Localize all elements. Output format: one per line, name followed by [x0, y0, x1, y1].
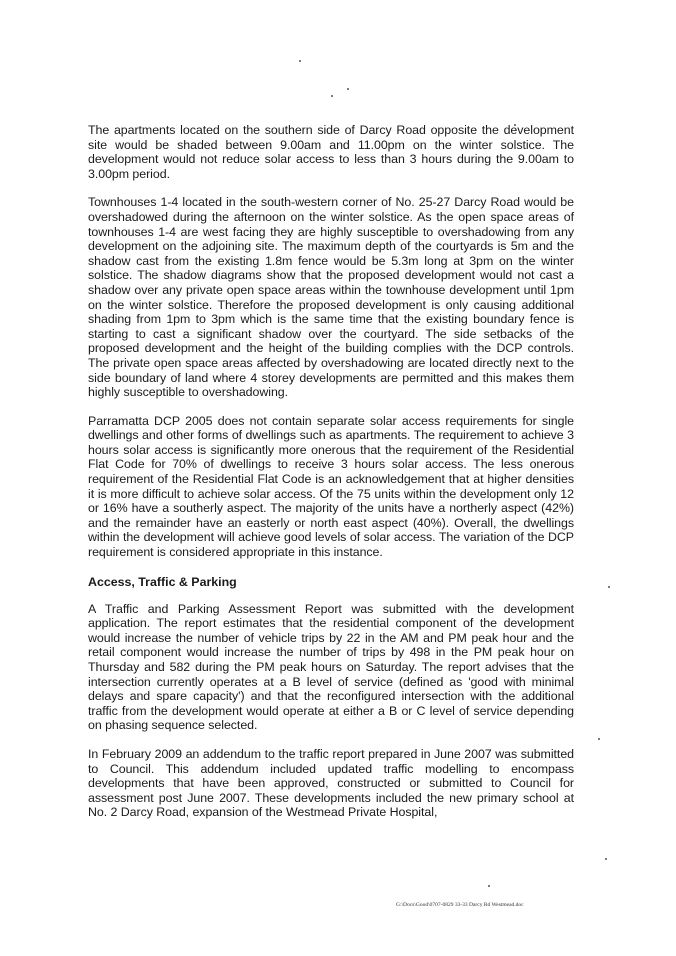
scan-speck	[608, 586, 610, 588]
paragraph-traffic-assessment: A Traffic and Parking Assessment Report was submitted with the development application. The report estimates that the residential component of the development would increase the number of vehicle trips by 22 in the AM and PM peak hour and the retail component would increase the number of trips by 498 in the PM peak hour on Thursday and 582 during the PM peak hours on Saturday. The report advises that the intersection currently operates at a B level of service (defined as 'good with minimal delays and spare capacity') and that the reconfigured intersection with the additional traffic from the development would operate at either a B or C level of service depending on phasing sequence selected.	[88, 601, 574, 733]
scan-speck	[347, 88, 349, 90]
scan-speck	[299, 60, 301, 62]
scan-speck	[488, 885, 490, 887]
paragraph-parramatta-dcp: Parramatta DCP 2005 does not contain separate solar access requirements for single dwellings and other forms of dwellings such as apartments. The requirement to achieve 3 hours solar access is significantly more onerous that the requirement of the Residential Flat Code for 70% of dwellings to receive 3 hours solar access. The less onerous requirement of the Residential Flat Code is an acknowledgement that at higher densities it is more difficult to achieve solar access. Of the 75 units within the development only 12 or 16% have a southerly aspect. The majority of the units have a northerly aspect (42%) and the remainder have an easterly or north east aspect (40%). Overall, the dwellings within the development will achieve good levels of solar access. The variation of the DCP requirement is considered appropriate in this instance.	[88, 413, 574, 560]
paragraph-darcy-road-shading: The apartments located on the southern side of Darcy Road opposite the development site would be shaded between 9.00am and 11.00pm on the winter solstice. The development would not reduce solar access to less than 3 hours during the 9.00am to 3.00pm period.	[88, 123, 574, 181]
paragraph-traffic-addendum: In February 2009 an addendum to the traffic report prepared in June 2007 was submitted to Council. This addendum included updated traffic modelling to encompass developments that have been approved, constructed or submitted to Council for assessment post June 2007. These developments included the new primary school at No. 2 Darcy Road, expansion of the Westmead Private Hospital,	[88, 746, 574, 820]
footer-file-path: G:\Docs\Good\0707-0829 33-33 Darcy Rd Westmead.doc	[396, 902, 524, 908]
scan-speck	[605, 858, 607, 860]
document-body	[88, 123, 574, 820]
section-heading-access-traffic-parking: Access, Traffic & Parking	[88, 574, 237, 589]
scan-speck	[598, 738, 600, 740]
paragraph-townhouses-overshadowing: Townhouses 1-4 located in the south-western corner of No. 25-27 Darcy Road would be overshadowed during the afternoon on the winter solstice. As the open space areas of townhouses 1-4 are west facing they are highly susceptible to overshadowing from any development on the adjoining site. The maximum depth of the courtyards is 5m and the shadow cast from the existing 1.8m fence would be 5.3m long at 3pm on the winter solstice. The shadow diagrams show that the proposed development would not cast a shadow over any private open space areas within the townhouse development until 1pm on the winter solstice. Therefore the proposed development is only causing additional shading from 1pm to 3pm which is the same time that the existing boundary fence is starting to cast a significant shadow over the courtyard. The side setbacks of the proposed development and the height of the building complies with the DCP controls. The private open space areas affected by overshadowing are located directly next to the side boundary of land where 4 storey developments are permitted and this makes them highly susceptible to overshadowing.	[88, 195, 574, 400]
scan-speck	[331, 95, 333, 97]
